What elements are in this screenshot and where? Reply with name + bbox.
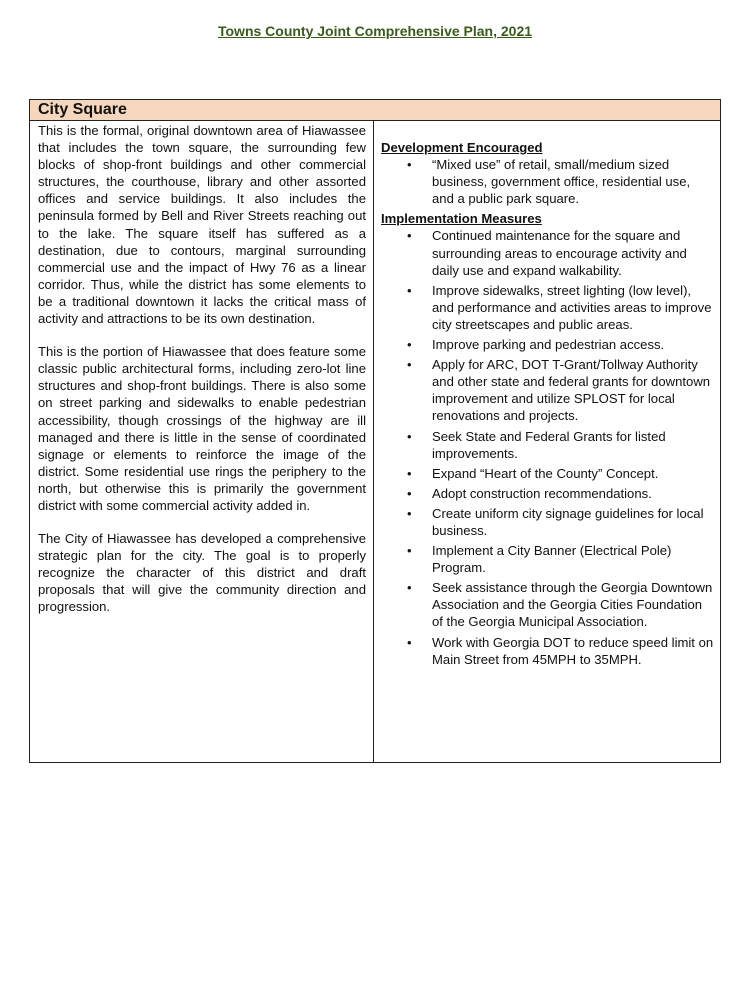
list-item-text: “Mixed use” of retail, small/medium sized business, government office, residential use, and a public park square. [432,157,691,207]
list-item [381,542,714,576]
list-item-text: Implement a City Banner (Electrical Pole) Program. [432,543,672,576]
list-item [381,465,714,482]
section-title: City Square [30,100,720,121]
bullet-icon: • [407,157,412,173]
development-list [381,156,714,207]
list-item-text: Adopt construction recommendations. [432,485,652,501]
list-item-text: Improve parking and pedestrian access. [432,337,665,353]
bullet-icon: • [407,580,412,596]
bullet-icon: • [407,634,412,650]
list-item [381,156,714,207]
bullet-icon: • [407,485,412,501]
bullet-icon: • [407,228,412,244]
list-item-text: Create uniform city signage guidelines for local business. [432,505,704,538]
list-item [381,282,714,333]
bullet-icon: • [407,465,412,481]
page-header [0,23,750,41]
bullet-icon: • [407,337,412,353]
list-item-text: Continued maintenance for the square and surrounding areas to encourage activity and daily use and expand walkability. [432,228,687,278]
description-paragraph: This is the portion of Hiawassee that does feature some classic public architectural forms, including zero-lot line structures and shop-front buildings. There is also some on street parking and sidewalks to enable pedestrian accessibility, though crossings of the highway are ill managed and there is little in the sense of coordinated signage or elements to reinforce the image of the district. Some residential use rings the periphery to the north, but otherwise this is primarily the government district with some commercial activity added in. [38,344,366,513]
list-item [381,336,714,353]
list-item-text: Seek assistance through the Georgia Downtown Association and the Georgia Cities Foundation of the Georgia Municipal Association. [432,580,713,630]
description-paragraph: The City of Hiawassee has developed a comprehensive strategic plan for the city. The goal is to properly recognize the character of this district and draft proposals that will give the community direction and progression. [38,531,366,615]
bullet-icon: • [407,428,412,444]
implementation-list [381,227,714,667]
city-square-table [29,99,721,763]
list-item-text: Improve sidewalks, street lighting (low level), and performance and activities areas to improve city streetscapes and public areas. [432,282,712,332]
list-item [381,505,714,539]
bullet-icon: • [407,505,412,521]
list-item [381,485,714,502]
implementation-measures-heading: Implementation Measures [381,211,542,227]
list-item-text: Work with Georgia DOT to reduce speed limit on Main Street from 45MPH to 35MPH. [432,634,714,667]
recommendations-column [374,121,720,762]
list-item-text: Seek State and Federal Grants for listed improvements. [432,428,666,461]
list-item-text: Expand “Heart of the County” Concept. [432,465,659,481]
document-title: Towns County Joint Comprehensive Plan, 2021 [217,23,533,39]
bullet-icon: • [407,357,412,373]
description-paragraph: This is the formal, original downtown area of Hiawassee that includes the town square, the surrounding few blocks of shop-front buildings and other commercial structures, the courthouse, library and other assorted offices and service buildings. It also includes the peninsula formed by Bell and River Streets reaching out to the lake. The square itself has suffered as a destination, due to contours, marginal surrounding commercial use and the impact of Hwy 76 as a linear corridor. Thus, while the district has some elements to be a traditional downtown it lacks the critical mass of activity and attractions to be its own destination. [38,123,366,327]
list-item [381,227,714,278]
list-item-text: Apply for ARC, DOT T-Grant/Tollway Authority and other state and federal grants for downtown improvement and utilize SPLOST for local renovations and projects. [432,357,711,424]
list-item [381,428,714,462]
list-item [381,579,714,630]
description-column [30,121,374,762]
bullet-icon: • [407,282,412,298]
bullet-icon: • [407,543,412,559]
list-item [381,356,714,424]
development-encouraged-heading: Development Encouraged [381,140,543,155]
list-item [381,634,714,668]
